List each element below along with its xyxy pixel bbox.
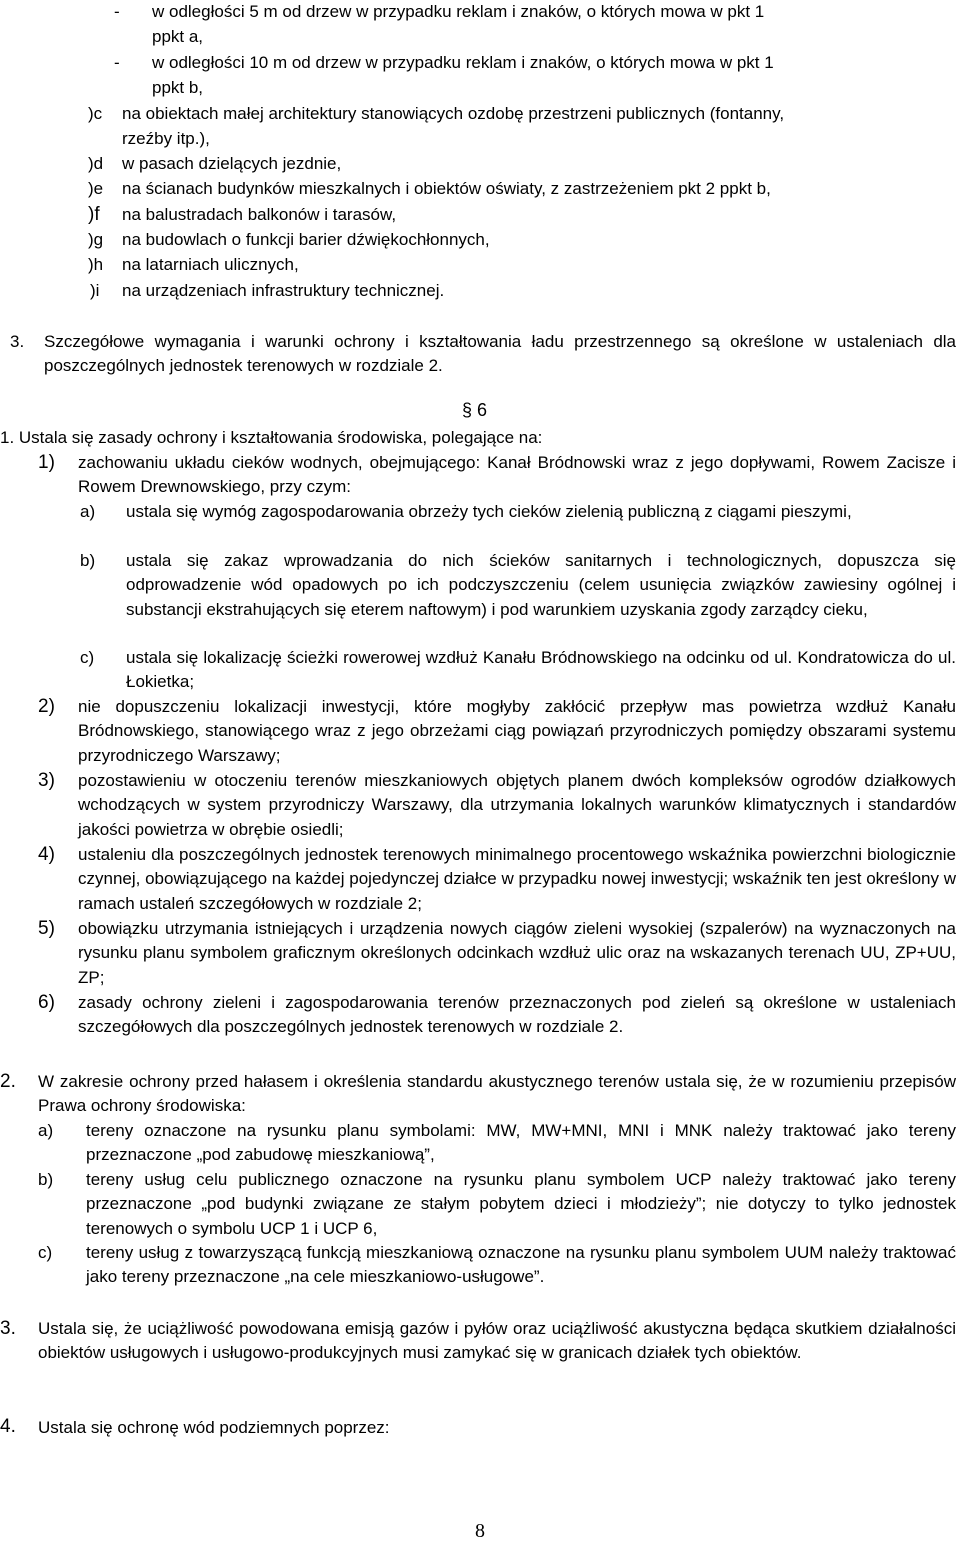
list-item-continuation: rzeźby itp.), <box>122 129 210 148</box>
section-mark <box>462 398 487 422</box>
list-item: w odległości 5 m od drzew w przypadku reklam i znaków, o których mowa w pkt 1 <box>152 2 765 21</box>
dash-marker: - <box>114 2 120 21</box>
paragraph-text: Ustala się ochronę wód podziemnych poprzez: <box>38 1418 390 1437</box>
list-marker: )e <box>88 179 104 198</box>
list-item: w pasach dzielących jezdnie, <box>122 154 342 173</box>
paragraph-text: Szczegółowe wymagania i warunki ochrony i kształtowania ładu przestrzennego są określone w ustaleniach dla poszczególnych jednostek terenowych w rozdziale 2. <box>44 332 956 376</box>
sub-marker: c) <box>38 1243 53 1262</box>
paragraph-text: W zakresie ochrony przed hałasem i określenia standardu akustycznego terenów ustala się, że w rozumieniu przepisów Prawa ochrony środowiska: <box>38 1072 956 1116</box>
item-text: zasady ochrony zieleni i zagospodarowania terenów przeznaczonych pod zieleń są określone w ustaleniach szczegółowych dla poszczególnych jednostek terenowych w rozdziale 2. <box>78 993 956 1037</box>
list-item-continuation: ppkt b, <box>152 78 204 97</box>
sub-text: ustala się lokalizację ścieżki rowerowej wzdłuż Kanału Bródnowskiego na odcinku od ul. Kondratowicza do ul. Łokietka; <box>126 648 956 692</box>
item-text: obowiązku utrzymania istniejących i urządzenia nowych ciągów zieleni wysokiej (szpalerów) na wyznaczonych na rysunku planu symbolem graficznym określonych odcinkach wzdłuż ulic oraz na wskazanych terenach UU, ZP+UU, ZP; <box>78 919 956 987</box>
sub-text: ustala się zakaz wprowadzania do nich ścieków sanitarnych i technologicznych, dopuszcza się odprowadzenie wód opadowych po ich podczyszczeniu (celem usunięcia związków zawiesiny ogólnej i substancji ekstrahujących się eterem naftowym) i pod warunkiem uzyskania zgody zarządcy cieku, <box>126 551 956 619</box>
section-number: 6 <box>477 400 488 420</box>
sub-marker: a) <box>80 502 96 521</box>
list-item: na urządzeniach infrastruktury technicznej. <box>122 281 445 300</box>
sub-text: tereny usług celu publicznego oznaczone na rysunku planu symbolem UCP należy traktować jako tereny przeznaczone „pod budynki związane ze stałym pobytem dzieci i młodzieży”; nie dotyczy to tylko jednostek terenowych o symbolu UCP 1 i UCP 6, <box>86 1170 956 1238</box>
item-text: pozostawieniu w otoczeniu terenów mieszkaniowych objętych planem dwóch kompleksów ogrodów działkowych wchodzących w system przyrodniczy Warszawy, dla utrzymania lokalnych warunków klimatycznych i standardów jakości powietrza w obrębie osiedli; <box>78 771 956 839</box>
list-item: na obiektach małej architektury stanowiących ozdobę przestrzeni publicznych (fontanny, <box>122 104 785 123</box>
paragraph-number: 2. <box>0 1071 16 1092</box>
paragraph-number: 3. <box>10 332 25 351</box>
list-marker: )g <box>88 230 104 249</box>
section-symbol: § <box>462 400 473 420</box>
sub-text: ustala się wymóg zagospodarowania obrzeży tych cieków zielenią publiczną z ciągami pieszymi, <box>126 502 852 521</box>
list-item: na budowlach o funkcji barier dźwiękochłonnych, <box>122 230 490 249</box>
paragraph-number: 3. <box>0 1318 16 1339</box>
list-marker: )h <box>88 255 104 274</box>
item-number: 2) <box>38 696 55 717</box>
list-item: na balustradach balkonów i tarasów, <box>122 205 397 224</box>
sub-text: tereny usług z towarzyszącą funkcją mieszkaniową oznaczone na rysunku planu symbolem UUM należy traktować jako tereny przeznaczone „na cele mieszkaniowo-usługowe”. <box>86 1243 956 1287</box>
item-number: 4) <box>38 844 55 865</box>
sub-marker: b) <box>38 1170 54 1189</box>
sub-marker: b) <box>80 551 96 570</box>
item-number: 6) <box>38 992 55 1013</box>
list-marker: )f <box>88 204 100 225</box>
list-marker: )c <box>88 104 103 123</box>
paragraph-intro: 1. Ustala się zasady ochrony i kształtowania środowiska, polegające na: <box>0 428 543 447</box>
item-text: ustaleniu dla poszczególnych jednostek terenowych minimalnego procentowego wskaźnika powierzchni biologicznie czynnej, obowiązującego na każdej pojedynczej działce w przypadku nowej inwestycji; wskaźnik ten jest określony w ramach ustaleń szczegółowych w rozdziale 2; <box>78 845 956 913</box>
paragraph-text: Ustala się, że uciążliwość powodowana emisją gazów i pyłów oraz uciążliwość akustyczna będąca skutkiem działalności obiektów usługowych i usługowo-produkcyjnych musi zamykać się w granicach działek tych obiektów. <box>38 1319 956 1363</box>
list-marker: )i <box>90 281 100 300</box>
sub-marker: c) <box>80 648 95 667</box>
item-text: nie dopuszczeniu lokalizacji inwestycji, które mogłyby zakłócić przepływ mas powietrza wzdłuż Kanału Bródnowskiego, stanowiącego wraz z jego obrzeżami ciąg powiązań przyrodniczych pomiędzy obszarami systemu przyrodniczego Warszawy; <box>78 697 956 765</box>
item-text: zachowaniu układu cieków wodnych, obejmującego: Kanał Bródnowski wraz z jego dopływami, Rowem Zacisze i Rowem Drewnowskiego, przy czym: <box>78 453 956 497</box>
item-number: 1) <box>38 452 55 473</box>
list-item-continuation: ppkt a, <box>152 27 204 46</box>
sub-marker: a) <box>38 1121 54 1140</box>
dash-marker: - <box>114 53 120 72</box>
list-item: w odległości 10 m od drzew w przypadku reklam i znaków, o których mowa w pkt 1 <box>152 53 774 72</box>
item-number: 3) <box>38 770 55 791</box>
paragraph-number: 4. <box>0 1416 16 1437</box>
list-item: na ścianach budynków mieszkalnych i obiektów oświaty, z zastrzeżeniem pkt 2 ppkt b, <box>122 179 771 198</box>
list-marker: )d <box>88 154 104 173</box>
page-number: 8 <box>475 1520 485 1542</box>
list-item: na latarniach ulicznych, <box>122 255 299 274</box>
sub-text: tereny oznaczone na rysunku planu symbolami: MW, MW+MNI, MNI i MNK należy traktować jako tereny przeznaczone „pod zabudowę mieszkaniową”, <box>86 1121 956 1165</box>
item-number: 5) <box>38 918 55 939</box>
